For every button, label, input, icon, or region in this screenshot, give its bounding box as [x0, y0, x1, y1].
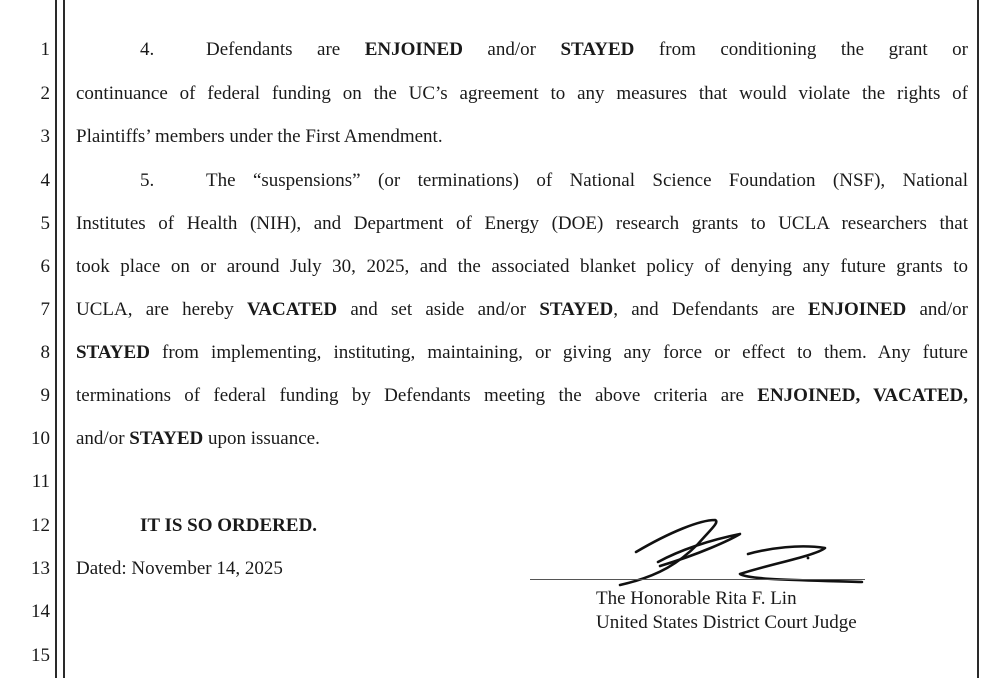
dated-line: Dated: November 14, 2025: [76, 558, 283, 579]
bold-text-stayed: STAYED: [129, 428, 204, 449]
judge-signature-icon: [600, 510, 870, 590]
paragraph-5-line-4-text: The “suspensions” (or terminations) of National Science Foundation (NSF), National: [206, 170, 968, 191]
line-number: 14: [31, 601, 50, 622]
line-number: 15: [31, 645, 50, 666]
bold-text-stayed: STAYED: [560, 39, 635, 60]
text-run: and set aside and/or: [337, 299, 540, 320]
line-number: 4: [40, 170, 50, 191]
line-number: 1: [40, 39, 50, 60]
paragraph-5-line-7: [76, 299, 968, 321]
judge-name: The Honorable Rita F. Lin: [596, 588, 797, 609]
line-number: 12: [31, 515, 50, 536]
judge-title: United States District Court Judge: [596, 612, 857, 633]
line-number: 9: [40, 385, 50, 406]
bold-text-enjoined-vacated: ENJOINED, VACATED,: [757, 385, 968, 406]
text-run: upon issuance.: [203, 428, 320, 449]
bold-text-vacated: VACATED: [247, 299, 338, 320]
left-margin-rule-inner: [63, 0, 65, 678]
text-run: Defendants are: [206, 39, 365, 60]
text-run: and/or: [462, 39, 561, 60]
bold-text-enjoined: ENJOINED: [808, 299, 907, 320]
line-number: 2: [40, 83, 50, 104]
text-run: terminations of federal funding by Defendants meeting the above criteria are: [76, 385, 758, 406]
paragraph-number: 5.: [140, 170, 155, 191]
signature-line: [530, 579, 865, 580]
text-run: and/or: [76, 428, 130, 449]
paragraph-5-line-5: Institutes of Health (NIH), and Department of Energy (DOE) research grants to UCLA researchers that: [76, 213, 968, 234]
left-margin-rule-outer: [55, 0, 57, 678]
text-run: and/or: [906, 299, 968, 320]
line-number: 10: [31, 428, 50, 449]
line-number: 13: [31, 558, 50, 579]
line-number: 8: [40, 342, 50, 363]
text-run: , and Defendants are: [613, 299, 809, 320]
bold-text-stayed: STAYED: [76, 342, 150, 363]
so-ordered-heading: IT IS SO ORDERED.: [140, 515, 318, 536]
paragraph-5-line-6: took place on or around July 30, 2025, and the associated blanket policy of denying any future grants to: [76, 256, 968, 277]
paragraph-4-line-3: Plaintiffs’ members under the First Amendment.: [76, 126, 443, 147]
line-number: 7: [40, 299, 50, 320]
paragraph-5-line-9: [76, 385, 968, 407]
paragraph-5-line-8: [76, 342, 968, 364]
text-run: from conditioning the grant or: [634, 39, 969, 60]
paragraph-number: 4.: [140, 39, 155, 60]
line-number: 5: [40, 213, 50, 234]
line-number: 6: [40, 256, 50, 277]
bold-text-enjoined: ENJOINED: [364, 39, 463, 60]
paragraph-5-line-10: [76, 428, 968, 450]
line-number: 11: [31, 471, 50, 492]
text-run: UCLA, are hereby: [76, 299, 248, 320]
right-margin-rule: [977, 0, 979, 678]
paragraph-4-line-2: continuance of federal funding on the UC’s agreement to any measures that would violate the rights of: [76, 83, 968, 104]
line-number: 3: [40, 126, 50, 147]
paragraph-4-line-1-text: [206, 39, 968, 61]
text-run: from implementing, instituting, maintaining, or giving any force or effect to them. Any future: [149, 342, 968, 363]
bold-text-stayed: STAYED: [539, 299, 614, 320]
